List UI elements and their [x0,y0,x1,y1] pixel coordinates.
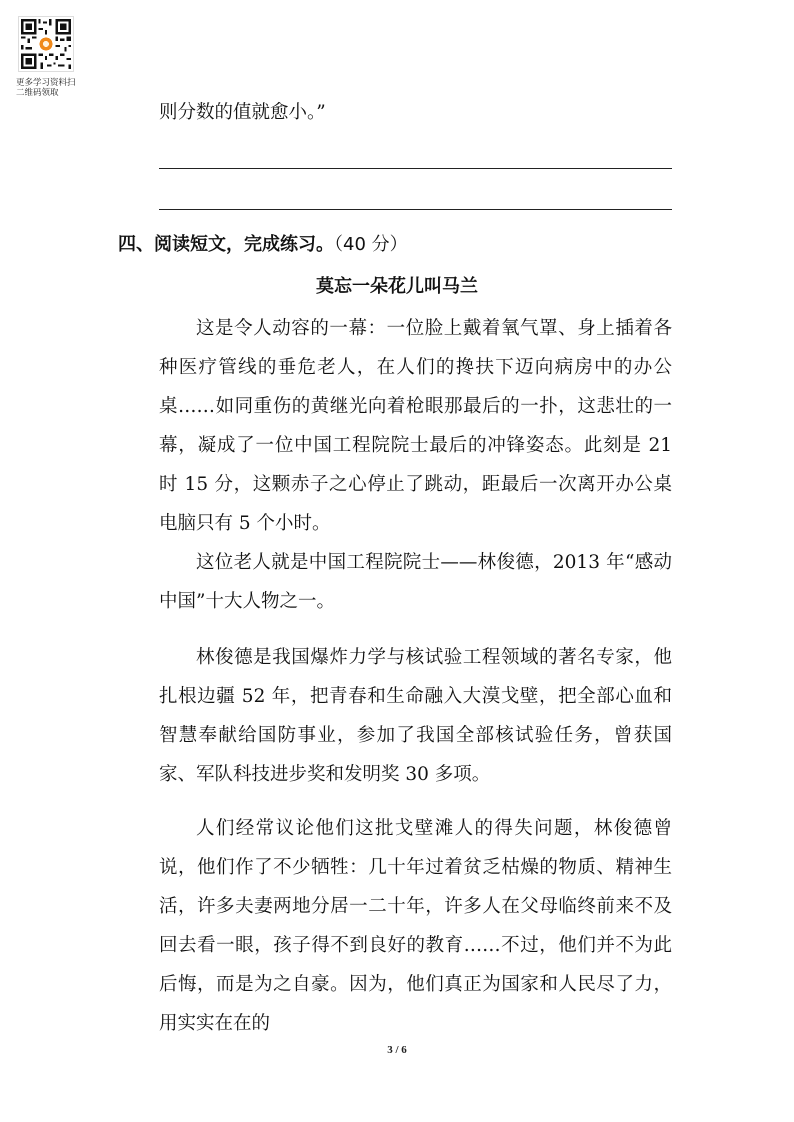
article-paragraph: 这位老人就是中国工程院院士——林俊德，2013 年“感动中国”十大人物之一。 [159,552,672,612]
answer-line [159,168,672,169]
continued-text-line: 则分数的值就愈小。” [159,102,326,123]
section-heading [118,230,408,256]
article-paragraph: 这是令人动容的一幕：一位脸上戴着氧气罩、身上插着各种医疗管线的垂危老人，在人们的搀扶下迈向病房中的办公桌……如同重伤的黄继光向着枪眼那最后的一扑，这悲壮的一幕，凝成了一位中国工程院院士最后的冲锋姿态。此刻是 21 时 15 分，这颗赤子之心停止了跳动，距最后一次离开办公桌电脑只有 5 个小时。 [159,318,672,534]
page-number: 3 / 6 [387,1044,407,1056]
answer-line [159,209,672,210]
qr-code [18,16,74,72]
section-label: 四、阅读短文，完成练习。 [118,234,334,255]
article-title: 莫忘一朵花儿叫马兰 [316,276,478,297]
article-paragraph: 林俊德是我国爆炸力学与核试验工程领域的著名专家，他扎根边疆 52 年，把青春和生命融入大漠戈壁，把全部心血和智慧奉献给国防事业，参加了我国全部核试验任务，曾获国家、军队科技进步奖和发明奖 30 多项。 [159,647,672,785]
section-score: （40 分） [334,234,408,255]
qr-caption: 更多学习资料扫二维码领取 [16,78,76,98]
qr-code-icon [19,17,73,71]
article-paragraph: 人们经常议论他们这批戈壁滩人的得失问题，林俊德曾说，他们作了不少牺牲：几十年过着贫乏枯燥的物质、精神生活，许多夫妻两地分居一二十年，许多人在父母临终前来不及回去看一眼，孩子得不到良好的教育……不过，他们并不为此后悔，而是为之自豪。因为，他们真正为国家和人民尽了力，用实实在在的 [159,818,672,1034]
